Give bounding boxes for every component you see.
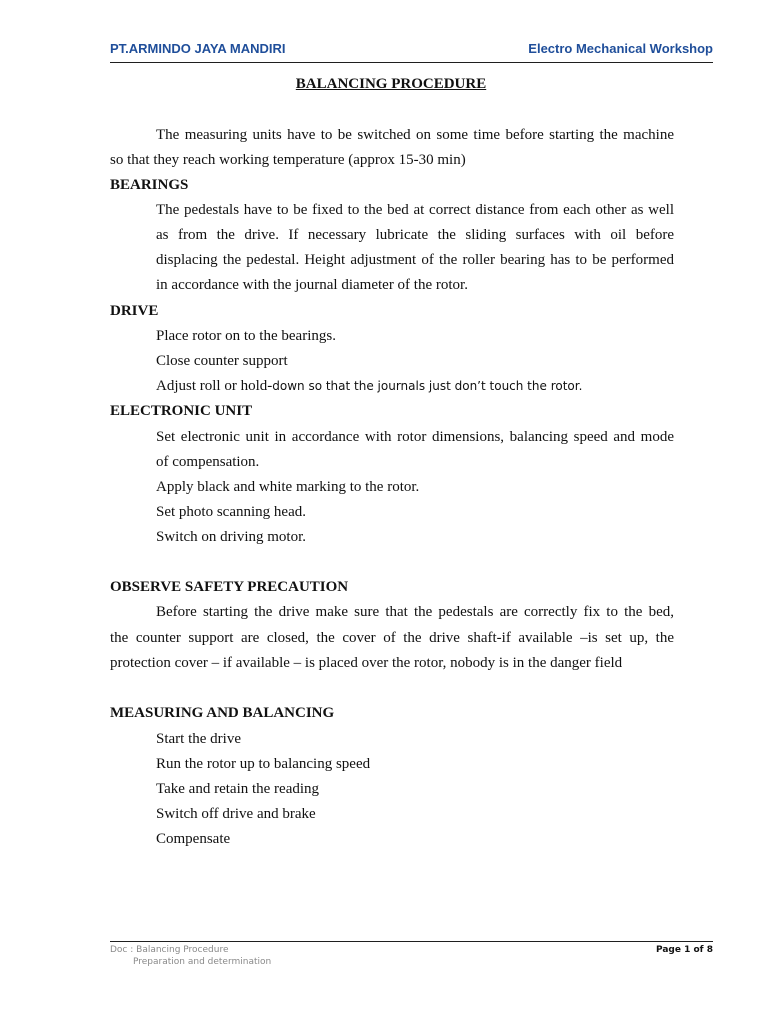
electronic-unit-line-2: of compensation.	[156, 454, 260, 470]
drive-step-2: Close counter support	[156, 353, 288, 369]
electronic-unit-step-4: Switch on driving motor.	[156, 529, 306, 545]
bearings-line-2: as from the drive. If necessary lubricate the sliding surfaces with oil before	[156, 227, 674, 243]
measuring-step: Compensate	[156, 831, 231, 847]
section-heading-safety: OBSERVE SAFETY PRECAUTION	[110, 579, 349, 595]
drive-step-3	[156, 377, 582, 395]
drive-step-3-part-a: Adjust roll or hold-	[156, 378, 273, 394]
department-name: Electro Mechanical Workshop	[528, 41, 713, 56]
bearings-line-4: in accordance with the journal diameter of the rotor.	[156, 277, 468, 293]
bearings-line-1: The pedestals have to be fixed to the bed at correct distance from each other as well	[156, 202, 674, 218]
header-divider	[110, 62, 713, 63]
drive-step-3-part-b: down so that the journals just don’t touch the rotor.	[272, 379, 583, 393]
footer-subtitle: Preparation and determination	[133, 957, 272, 967]
intro-line-2: so that they reach working temperature (approx 15-30 min)	[110, 152, 466, 168]
electronic-unit-step-3: Set photo scanning head.	[156, 504, 306, 520]
electronic-unit-step-2: Apply black and white marking to the rotor.	[156, 479, 420, 495]
electronic-unit-line-1: Set electronic unit in accordance with rotor dimensions, balancing speed and mode	[156, 429, 674, 445]
section-heading-drive: DRIVE	[110, 303, 159, 319]
document-title: BALANCING PROCEDURE	[295, 76, 487, 92]
safety-line-2: the counter support are closed, the cover of the drive shaft-if available –is set up, the	[110, 630, 674, 646]
safety-line-3: protection cover – if available – is placed over the rotor, nobody is in the danger field	[110, 655, 623, 671]
bearings-line-3: displacing the pedestal. Height adjustment of the roller bearing has to be performed	[156, 252, 674, 268]
section-heading-electronic-unit: ELECTRONIC UNIT	[110, 403, 253, 419]
footer-doc-name: Doc : Balancing Procedure	[110, 945, 229, 955]
measuring-step: Run the rotor up to balancing speed	[156, 756, 371, 772]
measuring-step: Switch off drive and brake	[156, 806, 316, 822]
safety-line-1: Before starting the drive make sure that the pedestals are correctly fix to the bed,	[156, 604, 674, 620]
intro-line-1: The measuring units have to be switched on some time before starting the machine	[156, 127, 674, 143]
drive-step-1: Place rotor on to the bearings.	[156, 328, 336, 344]
section-heading-measuring: MEASURING AND BALANCING	[110, 705, 335, 721]
section-heading-bearings: BEARINGS	[110, 177, 189, 193]
page-number: Page 1 of 8	[656, 945, 713, 955]
company-name: PT.ARMINDO JAYA MANDIRI	[110, 41, 286, 56]
footer-divider	[110, 941, 713, 942]
measuring-step: Take and retain the reading	[156, 781, 320, 797]
measuring-step: Start the drive	[156, 731, 241, 747]
